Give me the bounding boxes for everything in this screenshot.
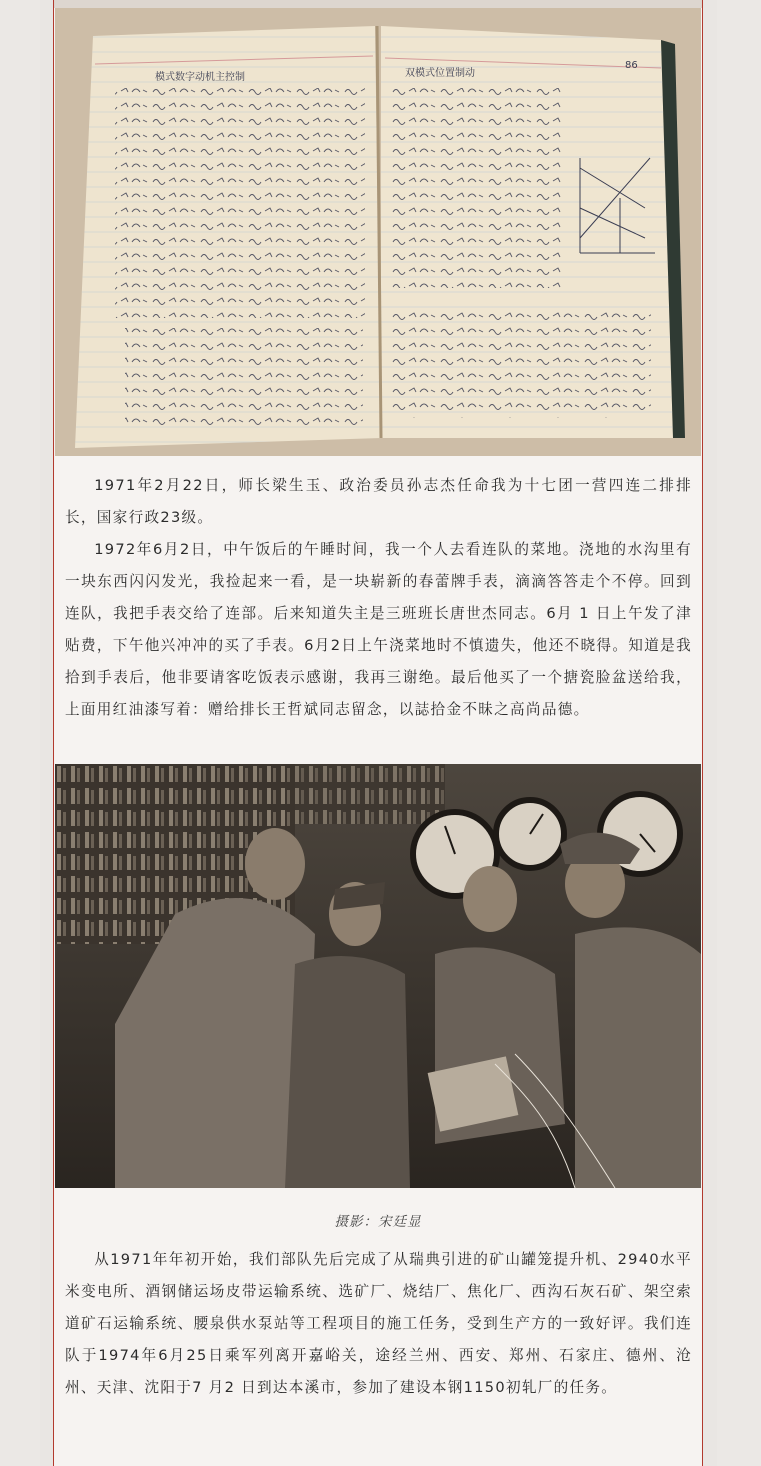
paragraph-appointment: 1971年2月22日，师长梁生玉、政治委员孙志杰任命我为十七团一营四连二排排长，国家行政23级。 — [65, 477, 692, 526]
right-margin — [717, 0, 761, 1466]
top-strip — [54, 0, 702, 8]
paragraph-projects: 从1971年年初开始，我们部队先后完成了从瑞典引进的矿山罐笼提升机、2940水平米变电所、酒钢储运场皮带运输系统、选矿厂、烧结厂、焦化厂、西沟石灰石矿、架空索道矿石运输系统、腰泉供水泵站等工程项目的施工任务，受到生产方的一致好评。我们连队于1974年6月25日乘军列离开嘉峪关，途经兰州、西安、郑州、石家庄、德州、沧州、天津、沈阳于7 月2 日到达本溪市，参加了建设本钢1150初轧厂的任务。 — [65, 1251, 692, 1396]
paragraph-watch-story: 1972年6月2日，中午饭后的午睡时间，我一个人去看连队的菜地。浇地的水沟里有一块东西闪闪发光，我捡起来一看，是一块崭新的春蕾牌手表，滴滴答答走个不停。回到连队，我把手表交给了连部。后来知道失主是三班班长唐世杰同志。6月 1 日上午发了津贴费，下午他兴冲冲的买了手表。6月2日上午浇菜地时不慎遗失，他还不晓得。知道是我拾到手表后，他非要请客吃饭表示感谢，我再三谢绝。最后他买了一个搪瓷脸盆送给我，上面用红油漆写着：赠给排长王哲斌同志留念，以誌拾金不昧之高尚品德。 — [65, 541, 692, 718]
article-card — [53, 0, 703, 1466]
photo-caption: 摄影：宋廷显 — [334, 1214, 422, 1230]
notebook-photo — [55, 8, 701, 456]
notebook-right-heading: 双模式位置制动 — [405, 68, 475, 79]
workshop-photo — [55, 764, 701, 1188]
notebook-page-number: 86 — [625, 60, 638, 71]
left-margin — [0, 0, 40, 1466]
notebook-left-heading: 模式数字动机主控制 — [155, 72, 245, 83]
